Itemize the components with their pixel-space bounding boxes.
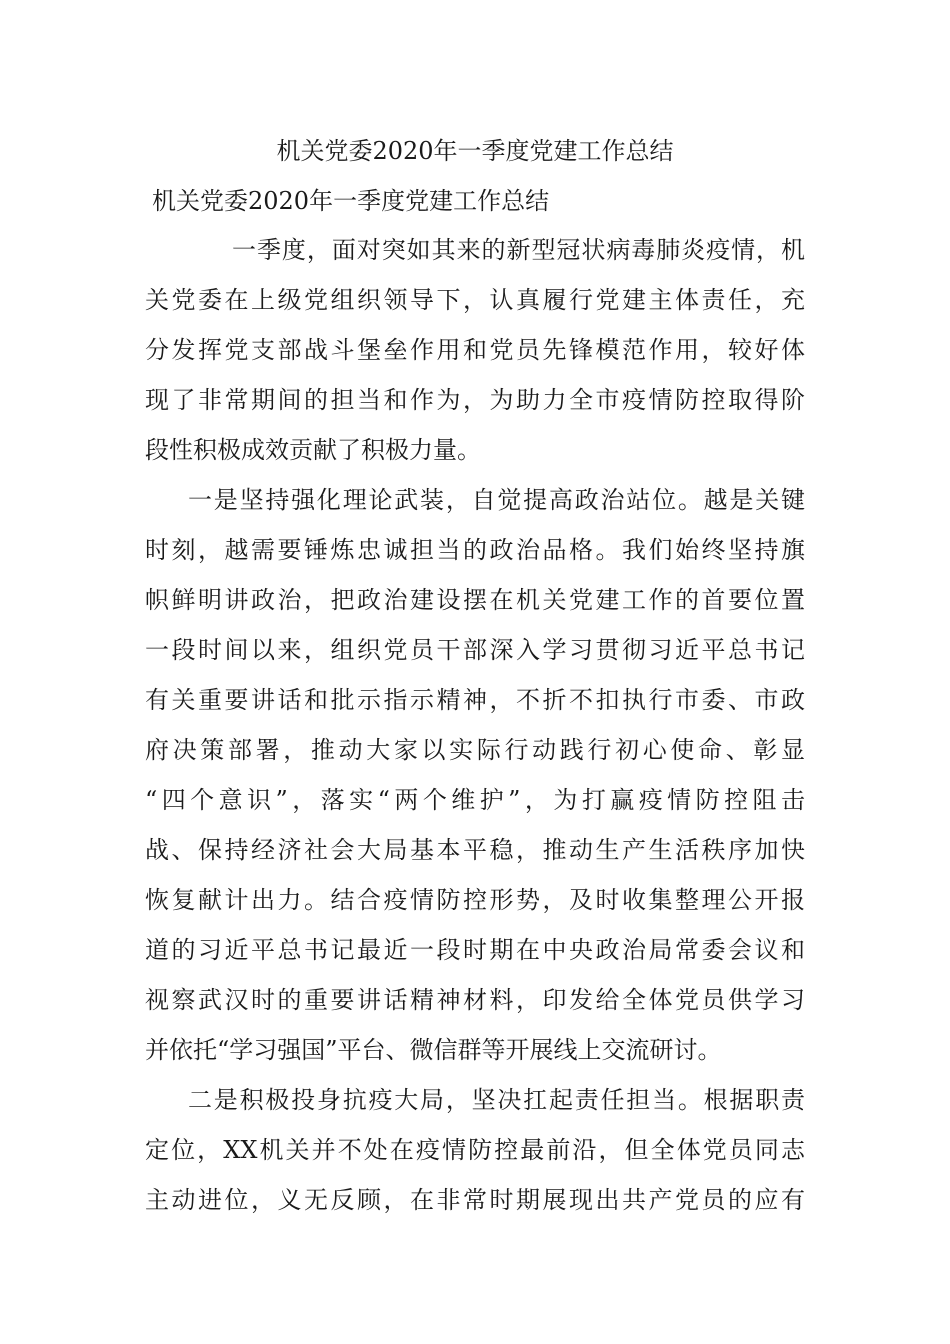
paragraph-2-line-9: 恢复献计出力。结合疫情防控形势，及时收集整理公开报 [145,886,805,914]
paragraph-2-line-1: 一是坚持强化理论武装，自觉提高政治站位。越是关键 [188,486,805,514]
document-title-left: 机关党委2020年一季度党建工作总结 [152,187,550,215]
paragraph-2-line-6: 府决策部署，推动大家以实际行动践行初心使命、彰显 [145,736,805,764]
paragraph-1-line-4: 现了非常期间的担当和作为，为助力全市疫情防控取得阶 [145,386,805,414]
paragraph-2-line-7: “四个意识”，落实“两个维护”，为打赢疫情防控阻击 [145,786,805,814]
paragraph-3-line-3: 主动进位，义无反顾，在非常时期展现出共产党员的应有 [145,1186,805,1214]
document-title-centered: 机关党委2020年一季度党建工作总结 [276,137,674,165]
paragraph-2-line-3: 帜鲜明讲政治，把政治建设摆在机关党建工作的首要位置 [145,586,805,614]
paragraph-1-line-1: 一季度，面对突如其来的新型冠状病毒肺炎疫情，机 [232,236,805,264]
paragraph-3-line-1: 二是积极投身抗疫大局，坚决扛起责任担当。根据职责 [188,1086,805,1114]
paragraph-3-line-2: 定位，XX机关并不处在疫情防控最前沿，但全体党员同志 [145,1136,805,1164]
paragraph-2-line-10: 道的习近平总书记最近一段时期在中央政治局常委会议和 [145,936,805,964]
paragraph-2-line-11: 视察武汉时的重要讲话精神材料，印发给全体党员供学习 [145,986,805,1014]
paragraph-2-line-8: 战、保持经济社会大局基本平稳，推动生产生活秩序加快 [145,836,805,864]
paragraph-2-line-2: 时刻，越需要锤炼忠诚担当的政治品格。我们始终坚持旗 [145,536,805,564]
paragraph-2-line-4: 一段时间以来，组织党员干部深入学习贯彻习近平总书记 [145,636,805,664]
paragraph-2-line-12: 并依托“学习强国”平台、微信群等开展线上交流研讨。 [145,1036,722,1064]
paragraph-2-line-5: 有关重要讲话和批示指示精神，不折不扣执行市委、市政 [145,686,805,714]
paragraph-1-line-2: 关党委在上级党组织领导下，认真履行党建主体责任，充 [145,286,805,314]
paragraph-1-line-5: 段性积极成效贡献了积极力量。 [145,436,481,464]
paragraph-1-line-3: 分发挥党支部战斗堡垒作用和党员先锋模范作用，较好体 [145,336,805,364]
